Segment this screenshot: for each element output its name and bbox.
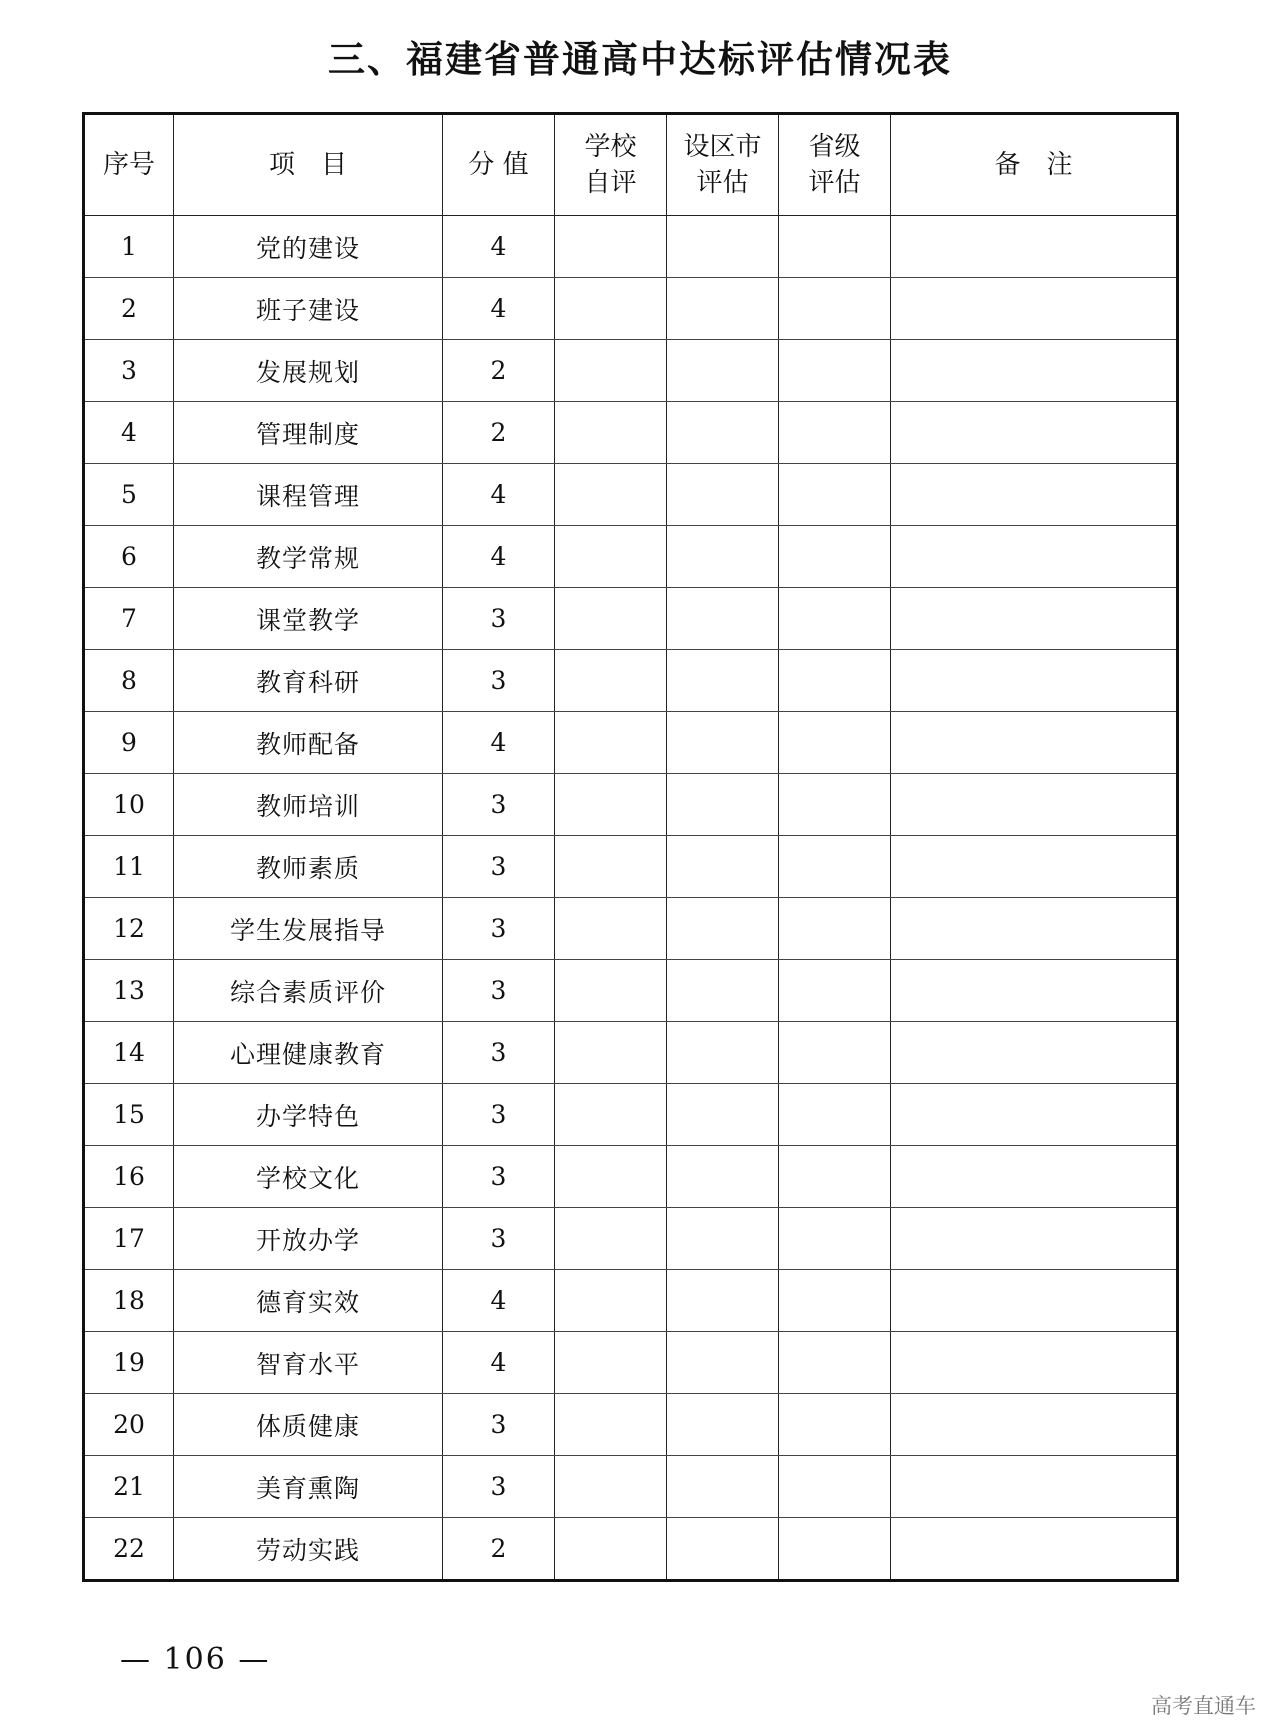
header-row xyxy=(84,114,1178,216)
header-school-self-eval-line1: 学校 xyxy=(584,132,637,162)
city-eval-cell[interactable] xyxy=(667,1456,779,1518)
table-row xyxy=(84,1394,1178,1456)
row-score: 3 xyxy=(443,960,555,1022)
row-score: 3 xyxy=(443,650,555,712)
row-score: 4 xyxy=(443,712,555,774)
row-index: 6 xyxy=(84,526,174,588)
school-self-eval-cell[interactable] xyxy=(555,960,667,1022)
table-row xyxy=(84,1208,1178,1270)
notes-cell[interactable] xyxy=(891,216,1178,278)
row-index: 1 xyxy=(84,216,174,278)
school-self-eval-cell[interactable] xyxy=(555,1332,667,1394)
header-school-self-eval xyxy=(555,114,667,216)
school-self-eval-cell[interactable] xyxy=(555,1394,667,1456)
row-item: 智育水平 xyxy=(174,1332,443,1394)
row-index: 17 xyxy=(84,1208,174,1270)
school-self-eval-cell[interactable] xyxy=(555,526,667,588)
province-eval-cell[interactable] xyxy=(779,1022,891,1084)
row-item: 教学常规 xyxy=(174,526,443,588)
row-index: 5 xyxy=(84,464,174,526)
notes-cell[interactable] xyxy=(891,1270,1178,1332)
row-item: 课程管理 xyxy=(174,464,443,526)
city-eval-cell[interactable] xyxy=(667,402,779,464)
row-item: 党的建设 xyxy=(174,216,443,278)
page-title: 三、福建省普通高中达标评估情况表 xyxy=(328,38,952,81)
table-row xyxy=(84,836,1178,898)
table-row xyxy=(84,898,1178,960)
row-score: 2 xyxy=(443,402,555,464)
row-item: 办学特色 xyxy=(174,1084,443,1146)
school-self-eval-cell[interactable] xyxy=(555,650,667,712)
row-index: 20 xyxy=(84,1394,174,1456)
notes-cell[interactable] xyxy=(891,836,1178,898)
city-eval-cell[interactable] xyxy=(667,774,779,836)
city-eval-cell[interactable] xyxy=(667,712,779,774)
row-score: 3 xyxy=(443,1084,555,1146)
city-eval-cell[interactable] xyxy=(667,526,779,588)
school-self-eval-cell[interactable] xyxy=(555,278,667,340)
province-eval-cell[interactable] xyxy=(779,898,891,960)
school-self-eval-cell[interactable] xyxy=(555,836,667,898)
row-item: 美育熏陶 xyxy=(174,1456,443,1518)
city-eval-cell[interactable] xyxy=(667,216,779,278)
notes-cell[interactable] xyxy=(891,588,1178,650)
table-row xyxy=(84,464,1178,526)
header-province-eval xyxy=(779,114,891,216)
row-item: 德育实效 xyxy=(174,1270,443,1332)
row-item: 管理制度 xyxy=(174,402,443,464)
watermark: 高考直通车 xyxy=(1151,1694,1256,1718)
city-eval-cell[interactable] xyxy=(667,1518,779,1581)
row-index: 2 xyxy=(84,278,174,340)
row-index: 12 xyxy=(84,898,174,960)
row-item: 开放办学 xyxy=(174,1208,443,1270)
school-self-eval-cell[interactable] xyxy=(555,588,667,650)
row-score: 3 xyxy=(443,1394,555,1456)
school-self-eval-cell[interactable] xyxy=(555,1146,667,1208)
header-school-self-eval-line2: 自评 xyxy=(584,168,637,198)
row-item: 学校文化 xyxy=(174,1146,443,1208)
notes-cell[interactable] xyxy=(891,340,1178,402)
school-self-eval-cell[interactable] xyxy=(555,898,667,960)
province-eval-cell[interactable] xyxy=(779,278,891,340)
row-score: 4 xyxy=(443,278,555,340)
notes-cell[interactable] xyxy=(891,402,1178,464)
header-city-eval-line1: 设区市 xyxy=(683,132,762,162)
province-eval-cell[interactable] xyxy=(779,836,891,898)
school-self-eval-cell[interactable] xyxy=(555,712,667,774)
table-row xyxy=(84,278,1178,340)
table-row xyxy=(84,1084,1178,1146)
city-eval-cell[interactable] xyxy=(667,650,779,712)
province-eval-cell[interactable] xyxy=(779,216,891,278)
row-index: 8 xyxy=(84,650,174,712)
notes-cell[interactable] xyxy=(891,898,1178,960)
table-body xyxy=(84,216,1178,1581)
table-row xyxy=(84,1022,1178,1084)
header-index: 序号 xyxy=(84,114,174,216)
row-item: 教师素质 xyxy=(174,836,443,898)
row-item: 教师配备 xyxy=(174,712,443,774)
province-eval-cell[interactable] xyxy=(779,1146,891,1208)
notes-cell[interactable] xyxy=(891,1084,1178,1146)
row-index: 22 xyxy=(84,1518,174,1581)
evaluation-table xyxy=(82,112,1179,1582)
notes-cell[interactable] xyxy=(891,1518,1178,1581)
table-header xyxy=(84,114,1178,216)
table-row xyxy=(84,774,1178,836)
city-eval-cell[interactable] xyxy=(667,898,779,960)
row-item: 课堂教学 xyxy=(174,588,443,650)
header-city-eval xyxy=(667,114,779,216)
province-eval-cell[interactable] xyxy=(779,340,891,402)
school-self-eval-cell[interactable] xyxy=(555,1084,667,1146)
row-score: 4 xyxy=(443,216,555,278)
city-eval-cell[interactable] xyxy=(667,1332,779,1394)
row-index: 3 xyxy=(84,340,174,402)
row-item: 教育科研 xyxy=(174,650,443,712)
notes-cell[interactable] xyxy=(891,650,1178,712)
city-eval-cell[interactable] xyxy=(667,960,779,1022)
row-index: 7 xyxy=(84,588,174,650)
notes-cell[interactable] xyxy=(891,526,1178,588)
city-eval-cell[interactable] xyxy=(667,1270,779,1332)
row-index: 10 xyxy=(84,774,174,836)
row-score: 4 xyxy=(443,1332,555,1394)
school-self-eval-cell[interactable] xyxy=(555,1518,667,1581)
row-index: 4 xyxy=(84,402,174,464)
row-score: 3 xyxy=(443,836,555,898)
notes-cell[interactable] xyxy=(891,1394,1178,1456)
city-eval-cell[interactable] xyxy=(667,588,779,650)
notes-cell[interactable] xyxy=(891,1332,1178,1394)
row-item: 心理健康教育 xyxy=(174,1022,443,1084)
header-province-eval-line1: 省级 xyxy=(808,132,861,162)
table-row xyxy=(84,1146,1178,1208)
header-province-eval-line2: 评估 xyxy=(808,168,861,198)
notes-cell[interactable] xyxy=(891,278,1178,340)
row-score: 3 xyxy=(443,1022,555,1084)
row-index: 9 xyxy=(84,712,174,774)
province-eval-cell[interactable] xyxy=(779,1270,891,1332)
city-eval-cell[interactable] xyxy=(667,1084,779,1146)
row-item: 发展规划 xyxy=(174,340,443,402)
province-eval-cell[interactable] xyxy=(779,1456,891,1518)
school-self-eval-cell[interactable] xyxy=(555,1456,667,1518)
notes-cell[interactable] xyxy=(891,774,1178,836)
province-eval-cell[interactable] xyxy=(779,1518,891,1581)
province-eval-cell[interactable] xyxy=(779,1332,891,1394)
province-eval-cell[interactable] xyxy=(779,774,891,836)
notes-cell[interactable] xyxy=(891,712,1178,774)
province-eval-cell[interactable] xyxy=(779,526,891,588)
row-index: 19 xyxy=(84,1332,174,1394)
notes-cell[interactable] xyxy=(891,1456,1178,1518)
row-score: 3 xyxy=(443,1208,555,1270)
province-eval-cell[interactable] xyxy=(779,1208,891,1270)
row-score: 4 xyxy=(443,526,555,588)
city-eval-cell[interactable] xyxy=(667,836,779,898)
city-eval-cell[interactable] xyxy=(667,1394,779,1456)
row-index: 18 xyxy=(84,1270,174,1332)
row-index: 16 xyxy=(84,1146,174,1208)
table-row xyxy=(84,402,1178,464)
row-index: 15 xyxy=(84,1084,174,1146)
row-item: 教师培训 xyxy=(174,774,443,836)
row-index: 11 xyxy=(84,836,174,898)
table-row xyxy=(84,1518,1178,1581)
row-score: 3 xyxy=(443,588,555,650)
province-eval-cell[interactable] xyxy=(779,650,891,712)
province-eval-cell[interactable] xyxy=(779,712,891,774)
table-row xyxy=(84,1456,1178,1518)
notes-cell[interactable] xyxy=(891,1146,1178,1208)
row-score: 3 xyxy=(443,1456,555,1518)
row-index: 21 xyxy=(84,1456,174,1518)
city-eval-cell[interactable] xyxy=(667,1146,779,1208)
notes-cell[interactable] xyxy=(891,1208,1178,1270)
city-eval-cell[interactable] xyxy=(667,1208,779,1270)
table-row xyxy=(84,526,1178,588)
row-item: 综合素质评价 xyxy=(174,960,443,1022)
school-self-eval-cell[interactable] xyxy=(555,1208,667,1270)
row-score: 2 xyxy=(443,1518,555,1581)
row-score: 3 xyxy=(443,898,555,960)
row-score: 2 xyxy=(443,340,555,402)
notes-cell[interactable] xyxy=(891,1022,1178,1084)
notes-cell[interactable] xyxy=(891,960,1178,1022)
province-eval-cell[interactable] xyxy=(779,1394,891,1456)
row-score: 4 xyxy=(443,464,555,526)
table-row xyxy=(84,1332,1178,1394)
header-item: 项 目 xyxy=(174,114,443,216)
row-item: 学生发展指导 xyxy=(174,898,443,960)
province-eval-cell[interactable] xyxy=(779,1084,891,1146)
school-self-eval-cell[interactable] xyxy=(555,340,667,402)
row-index: 13 xyxy=(84,960,174,1022)
table-row xyxy=(84,588,1178,650)
school-self-eval-cell[interactable] xyxy=(555,464,667,526)
school-self-eval-cell[interactable] xyxy=(555,1022,667,1084)
city-eval-cell[interactable] xyxy=(667,1022,779,1084)
row-item: 体质健康 xyxy=(174,1394,443,1456)
table-row xyxy=(84,712,1178,774)
row-item: 班子建设 xyxy=(174,278,443,340)
page-number: — 106 — xyxy=(120,1642,271,1677)
city-eval-cell[interactable] xyxy=(667,464,779,526)
notes-cell[interactable] xyxy=(891,464,1178,526)
header-score: 分 值 xyxy=(443,114,555,216)
city-eval-cell[interactable] xyxy=(667,340,779,402)
province-eval-cell[interactable] xyxy=(779,588,891,650)
table-row xyxy=(84,650,1178,712)
table-row xyxy=(84,1270,1178,1332)
row-index: 14 xyxy=(84,1022,174,1084)
row-score: 3 xyxy=(443,774,555,836)
province-eval-cell[interactable] xyxy=(779,402,891,464)
table-row xyxy=(84,960,1178,1022)
city-eval-cell[interactable] xyxy=(667,278,779,340)
school-self-eval-cell[interactable] xyxy=(555,402,667,464)
school-self-eval-cell[interactable] xyxy=(555,774,667,836)
school-self-eval-cell[interactable] xyxy=(555,1270,667,1332)
row-score: 4 xyxy=(443,1270,555,1332)
header-notes: 备 注 xyxy=(891,114,1178,216)
header-city-eval-line2: 评估 xyxy=(696,168,749,198)
table-row xyxy=(84,340,1178,402)
province-eval-cell[interactable] xyxy=(779,464,891,526)
province-eval-cell[interactable] xyxy=(779,960,891,1022)
school-self-eval-cell[interactable] xyxy=(555,216,667,278)
row-item: 劳动实践 xyxy=(174,1518,443,1581)
row-score: 3 xyxy=(443,1146,555,1208)
table-row xyxy=(84,216,1178,278)
